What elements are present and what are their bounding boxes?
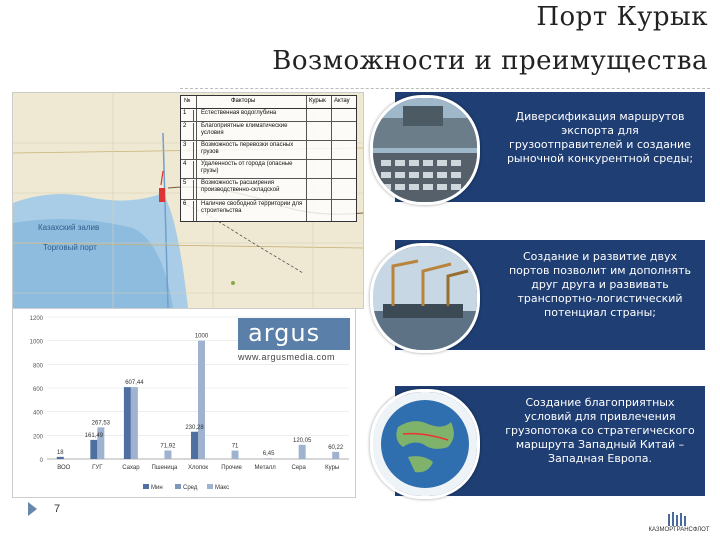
table-row: 3 Возможность перевозки опасных грузов (181, 141, 356, 160)
legend-label: Макс (215, 485, 230, 491)
x-tick-label: Металл (254, 465, 276, 471)
argus-url: www.argusmedia.com (238, 352, 336, 362)
port-trucks-photo (370, 95, 480, 205)
map-label-port: Торговый порт (43, 243, 97, 252)
header-number: № (184, 98, 191, 104)
data-label: 6,45 (262, 451, 275, 458)
company-logo (648, 512, 710, 538)
port-cranes-photo (370, 243, 480, 353)
chart-bar (232, 451, 239, 459)
data-label: 18 (56, 449, 64, 456)
header-aktau: Актау (334, 98, 350, 104)
globe-image (373, 392, 477, 496)
legend-swatch (207, 484, 213, 489)
argus-logo (238, 318, 350, 364)
argus-logo-box (238, 318, 350, 350)
company-logo-icon (648, 512, 710, 538)
company-logo-text: КАЗМОРТРАНСФЛОТ (648, 527, 710, 533)
chart-bar (265, 458, 272, 459)
benefit-panel-2-text: Создание и развитие двух портов позволит им дополнять друг друга и развивать транспортно-логистический потенциал страны; (508, 250, 692, 319)
x-tick-label: Пшеница (151, 465, 178, 471)
benefit-panel-1-text: Диверсификация маршрутов экспорта для грузоотправителей и создание рыночной конкурентной среды; (506, 110, 694, 165)
chart-bar (164, 450, 171, 459)
table-row: 2 Благоприятные климатические условия (181, 122, 356, 141)
argus-logo-text: argus (248, 319, 321, 347)
x-tick-label: ГУГ (92, 465, 103, 471)
chart-bar (131, 387, 138, 459)
title-divider (180, 88, 710, 89)
page-marker-icon (28, 502, 37, 516)
chart-bar (198, 341, 205, 459)
data-label: 230,28 (185, 424, 204, 431)
legend-swatch (175, 484, 181, 489)
x-tick-label: Сахар (122, 465, 140, 471)
header-factors: Факторы (231, 98, 256, 104)
map-label-bay: Казахский залив (38, 223, 100, 232)
header-kuryk: Курык (309, 98, 326, 104)
factors-table (180, 95, 357, 222)
y-tick-label: 1000 (29, 339, 43, 346)
y-tick-label: 0 (39, 458, 43, 464)
y-tick-label: 800 (32, 363, 43, 370)
data-label: 267,53 (91, 420, 111, 427)
x-tick-label: Куры (325, 465, 340, 471)
chart-bar (191, 432, 198, 459)
slide-title-line2: Возможности и преимущества (272, 46, 708, 76)
chart-bar (332, 452, 339, 459)
data-label: 71,92 (160, 443, 176, 450)
port-cranes-image (373, 246, 477, 350)
x-tick-label: Прочие (221, 465, 242, 471)
y-tick-label: 200 (32, 434, 43, 441)
x-tick-label: ВОО (57, 465, 71, 471)
y-tick-label: 1200 (29, 316, 43, 322)
legend-swatch (143, 484, 149, 489)
x-tick-label: Хлопок (187, 465, 209, 471)
page-number: 7 (54, 503, 61, 515)
table-row: 4 Удаленность от города (опасные грузы) (181, 160, 356, 179)
legend-label: Мин (151, 485, 163, 491)
x-tick-label: Сера (291, 465, 306, 471)
data-label: 71 (231, 443, 239, 450)
globe-photo (370, 389, 480, 499)
chart-bar (124, 387, 131, 459)
table-row: 6 Наличие свободной территории для строительства (181, 200, 356, 220)
data-label: 607,44 (125, 380, 144, 387)
table-row: 5 Возможность расширения производственно-складской (181, 179, 356, 200)
chart-bar (57, 457, 64, 459)
factors-table-header (181, 96, 356, 109)
table-row: 1 Естественная водоглубина (181, 109, 356, 122)
data-label: 161,49 (84, 432, 104, 439)
data-label: 120,05 (292, 437, 312, 444)
port-trucks-image (373, 98, 477, 202)
slide-title-line1: Порт Курык (536, 2, 708, 32)
chart-bar (299, 445, 306, 459)
legend-label: Сред (183, 485, 198, 491)
benefit-panel-3-text: Создание благоприятных условий для привлечения грузопотока со стратегического маршрута Западный Китай – Западная Европа. (505, 396, 695, 465)
data-label: 1000 (194, 333, 209, 340)
y-tick-label: 600 (32, 387, 43, 393)
y-tick-label: 400 (32, 410, 43, 417)
chart-bar (90, 440, 97, 459)
data-label: 60,22 (328, 444, 344, 451)
